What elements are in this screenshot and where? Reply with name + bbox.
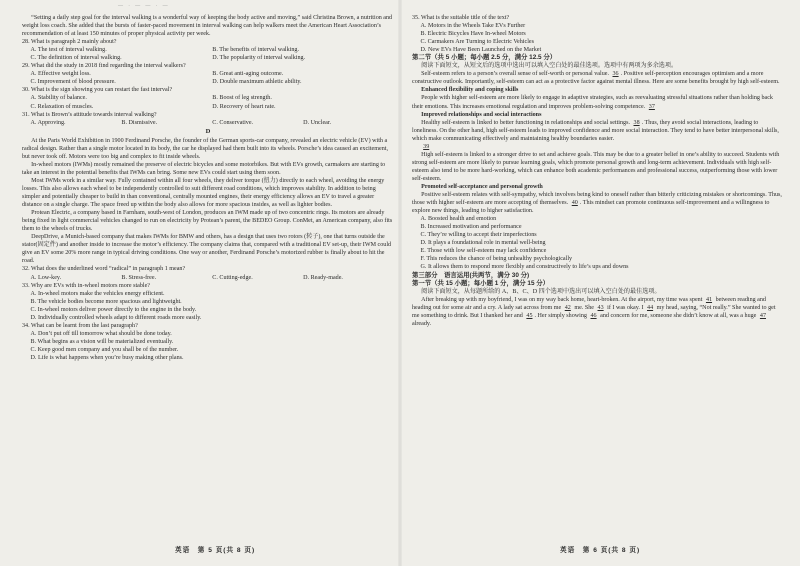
q32-option-d: D. Ready-made. bbox=[303, 274, 343, 281]
q32-option-a: A. Low-key. bbox=[30, 274, 62, 281]
passage-d-paragraph-3: Most IWMs work in a similar way. Fully contained within all four wheels, they deliver torque (扭力) directly to each wheel, avoiding the energy losses. This also allows each wheel to be independently controlled to suit different road conditions, which improves stability. In addition to being simpler and potentially cheaper to build in than conventional, centrally mounted engines, their energy efficiency allows an EV to travel a greater distance on a single charge. The space freed up within the body also allows for more spacious insides, as well as lighter bodies. bbox=[22, 177, 385, 209]
subheading-flexibility: Enhanced flexibility and coping skills bbox=[421, 87, 519, 94]
q29-option-c: C. Improvement of blood pressure. bbox=[30, 79, 116, 86]
q33-option-b: B. The vehicle bodies become more spacious and lightweight. bbox=[30, 298, 182, 305]
passage-d-paragraph-4: Protean Electric, a company based in Farnham, south-west of London, produces an IWM made up of two concentric rings. Its motors are already being fixed in light commercial vehicles changed to run on electricity by Protean’s parent, the BEDEO Group. ConMet, an American company, also fits them to the wheels of trucks. bbox=[22, 210, 393, 233]
q30-options-row2 bbox=[22, 103, 394, 111]
q29-option-a: A. Effective weight loss. bbox=[30, 71, 91, 78]
top-mark: — · — — · — bbox=[118, 4, 170, 9]
q28-options-row2 bbox=[22, 54, 394, 62]
cloze-paragraph bbox=[412, 296, 784, 328]
question-29: 29. What did the study in 2018 find regarding the interval walkers? bbox=[22, 63, 186, 70]
q31-option-c: C. Conservative. bbox=[212, 119, 254, 126]
q28-options-row1 bbox=[22, 46, 394, 54]
q30-option-b: B. Boost of leg strength. bbox=[212, 95, 272, 102]
right-page bbox=[412, 14, 784, 550]
q33-option-c: C. In-wheel motors deliver power directly to the engine in the body. bbox=[30, 306, 197, 313]
question-32: 32. What does the underlined word “radical” in paragraph 1 mean? bbox=[22, 266, 186, 273]
question-34: 34. What can be learnt from the last paragraph? bbox=[22, 322, 138, 329]
self-esteem-paragraph-4: High self-esteem is linked to a stronger drive to set and achieve goals. This may be due to a greater belief in one’s ability to succeed. Students with strong self-esteem are more likely to pursue learning goals, which promote personal growth and long-term achievement. Individuals with high self-esteem also tend to be more hard-working, which can enhance both academic performances and professional success, outperforming those with lower self-esteem. bbox=[412, 151, 780, 182]
q35-option-c: C. Carmakers Are Turning to Electric Vehicles bbox=[420, 39, 534, 46]
question-31: 31. What is Brown’s attitude towards interval walking? bbox=[22, 111, 157, 118]
blank-46: 46 bbox=[590, 312, 597, 319]
se1b-text: . Positive self-perception encourages optimism and a more constructive outlook. Importantly, self-esteem can act as a protective factor against mental illness. Here are some benefits brought by high self-esteem. bbox=[412, 71, 780, 86]
blank-39-line bbox=[412, 143, 784, 151]
cloze-text-6: . Her simply showing bbox=[534, 312, 587, 319]
passage-d-paragraph-2: In-wheel motors (IWMs) mostly remained the preserve of electric bicycles and some motorbikes. But with EVs growth, carmakers are starting to take an interest in the potential benefits that IWMs can bring. Some new EVs could start using them soon. bbox=[22, 161, 386, 176]
q32-option-c: C. Cutting-edge. bbox=[212, 274, 253, 281]
q28-option-a: A. The test of interval walking. bbox=[30, 47, 107, 54]
question-35: 35. What is the suitable title of the text? bbox=[412, 15, 510, 21]
subheading-relationships: Improved relationships and social interactions bbox=[421, 111, 542, 118]
cloze-text-2: between reading and heading out for some air and a cry. A lady sat across from me bbox=[412, 296, 766, 311]
se-option-a: A. Boosted health and emotion bbox=[420, 216, 497, 223]
q29-option-b: B. Great anti-aging outcome. bbox=[212, 71, 284, 78]
se-option-c: C. They’re willing to accept their imperfections bbox=[420, 232, 537, 239]
q35-option-a: A. Motors in the Wheels Take EVs Further bbox=[420, 23, 526, 30]
q30-option-a: A. Stability of balance. bbox=[30, 95, 87, 102]
passage-c-last-paragraph: “Setting a daily step goal for the interval walking is a wonderful way of keeping the body active and moving,” said Christina Brown, a nutrition and weight loss coach. She added that the bursts of faster-paced movement in interval walking can help walkers meet the American Heart Association’s recommendation of at least 150 minutes of proper physical activity per week. bbox=[22, 15, 393, 38]
q34-option-c: C. Keep good men company and you shall be of the number. bbox=[30, 346, 179, 353]
q35-option-b: B. Electric Bicycles Have In-wheel Motors bbox=[420, 31, 526, 38]
q32-option-b: B. Stress-free. bbox=[121, 274, 157, 281]
blank-39: 39 bbox=[423, 143, 430, 150]
right-page-footer: 英语 第 6 页(共 8 页) bbox=[560, 547, 641, 554]
part3-instructions: 阅读下面短文，从每题所给的 A、B、C、D 四个选项中选出可以填入空白处的最佳选项。 bbox=[421, 288, 661, 295]
se-option-e: E. Those with low self-esteem may lack confidence bbox=[420, 248, 547, 255]
q31-option-a: A. Approving. bbox=[30, 119, 66, 126]
left-page-footer: 英语 第 5 页(共 8 页) bbox=[175, 547, 256, 554]
left-page bbox=[22, 14, 394, 550]
question-33: 33. Why are EVs with in-wheel motors more stable? bbox=[22, 282, 150, 289]
q31-option-b: B. Dismissive. bbox=[121, 119, 158, 126]
cloze-text-1: After breaking up with my boyfriend, I was on my way back home, heart-broken. At the airport, my time was spent bbox=[421, 296, 703, 303]
se-option-g: G. It allows them to respond more flexibly and constructively to life’s ups and downs bbox=[420, 264, 629, 271]
q35-option-d: D. New EVs Have Been Launched on the Market bbox=[420, 47, 542, 54]
section-d-heading: D bbox=[205, 127, 211, 135]
q29-options-row1 bbox=[22, 70, 394, 78]
q28-option-d: D. The popularity of interval walking. bbox=[212, 55, 306, 62]
page-spine bbox=[398, 0, 402, 566]
se1-text: Self-esteem refers to a person’s overall sense of self-worth or personal value. bbox=[421, 71, 609, 78]
q34-option-b: B. What begins as a vision will be materialized eventually. bbox=[30, 338, 174, 345]
se3b-text: . Thus, they avoid social interactions, leading to loneliness. On the other hand, high self-esteem leads to improved confidence and more social interaction. They tend to have better interpersonal skills, which make communicating effectively and maintaining healthy boundaries easier. bbox=[412, 119, 779, 142]
blank-36: 36 bbox=[612, 71, 619, 78]
q28-option-c: C. The definition of interval walking. bbox=[30, 55, 122, 62]
blank-40: 40 bbox=[571, 200, 578, 207]
q28-option-b: B. The benefits of interval walking. bbox=[212, 47, 299, 54]
se-option-d: D. It plays a foundational role in mental well-being bbox=[420, 240, 546, 247]
passage-d-paragraph-1: At the Paris World Exhibition in 1900 Ferdinand Porsche, the founder of the German sports-car company, revealed an electric vehicle (EV) with a radical design. Rather than a single motor located in its body, the car he displayed had them built into its wheels. Porsche’s idea caused an excitement, but never took off. Motors were too big and complex to fit inside wheels. bbox=[22, 137, 388, 160]
part2-section-header: 第二节（共 5 小题；每小题 2.5 分，满分 12.5 分） bbox=[412, 54, 557, 62]
blank-41: 41 bbox=[705, 296, 713, 303]
q33-option-d: D. Individually controlled wheels adapt to different roads more easily. bbox=[30, 314, 202, 321]
cloze-text-4: if I was okay. I bbox=[607, 304, 644, 311]
question-28: 28. What is paragraph 2 mainly about? bbox=[22, 39, 117, 46]
cloze-text-5: my head, saying, “Not really.” She wanted to get me something to drink. But I thanked her and bbox=[412, 304, 776, 319]
part3-subsection-header: 第一节（共 15 小题；每小题 1 分，满分 15 分） bbox=[412, 279, 550, 287]
se5b-text: . This mindset can promote continuous self-improvement and a willingness to explore new things, leading to higher satisfaction. bbox=[412, 200, 770, 215]
self-esteem-paragraph-1 bbox=[412, 70, 784, 86]
se-option-f: F. This reduces the chance of being unhealthy psychologically bbox=[420, 256, 573, 263]
q31-options bbox=[22, 119, 394, 127]
q29-option-d: D. Double maximum athletic ability. bbox=[212, 79, 302, 86]
q34-option-d: D. Life is what happens when you’re busy making other plans. bbox=[30, 354, 184, 361]
passage-d-paragraph-5: DeepDrive, a Munich-based company that makes IWMs for BMW and others, has a design that uses two rotors (转子), one that turns outside the stator(固定件) and another inside to increase the motor’s efficiency. The company claims that, compared with a traditional EV set-up, their IWM could give an EV some 20% more range in typical driving conditions. One way or another, Ferdinand Porsche’s motorized rubber is finally about to hit the road. bbox=[22, 234, 392, 265]
part3-section-header: 第三部分 语言运用(共两节，满分 30 分) bbox=[412, 271, 530, 279]
question-30: 30. What is the sign showing you can restart the fast interval? bbox=[22, 87, 173, 94]
q29-options-row2 bbox=[22, 78, 394, 86]
self-esteem-paragraph-3 bbox=[412, 119, 784, 143]
q30-option-d: D. Recovery of heart rate. bbox=[212, 103, 276, 110]
se-option-b: B. Increased motivation and performance bbox=[420, 224, 522, 231]
blank-45: 45 bbox=[526, 312, 533, 319]
se5-text: Positive self-esteem relates with self-sympathy, which involves being kind to oneself rather than bitterly criticizing mistakes or shortcomings. Thus, those with higher self-esteem are more accepting of themselves. bbox=[412, 192, 782, 207]
subheading-self-acceptance: Promoted self-acceptance and personal growth bbox=[421, 183, 543, 190]
blank-42: 42 bbox=[564, 304, 571, 311]
q30-options-row1 bbox=[22, 94, 394, 102]
q31-option-d: D. Unclear. bbox=[303, 119, 332, 126]
self-esteem-paragraph-5 bbox=[412, 191, 784, 215]
self-esteem-paragraph-2 bbox=[412, 94, 784, 110]
blank-37: 37 bbox=[648, 103, 655, 110]
q30-option-c: C. Relaxation of muscles. bbox=[30, 103, 94, 110]
part2-instructions: 阅读下面短文，从短文后的选项中选出可以填入空白处的最佳选项。选项中有两项为多余选项。 bbox=[421, 63, 678, 70]
cloze-text-8: already. bbox=[412, 320, 432, 327]
blank-43: 43 bbox=[597, 304, 604, 311]
blank-47: 47 bbox=[759, 312, 766, 319]
q32-options bbox=[22, 274, 394, 282]
q33-option-a: A. In-wheel motors make the vehicles energy efficient. bbox=[30, 290, 165, 297]
se3-text: Healthy self-esteem is linked to better functioning in relationships and social settings. bbox=[421, 119, 630, 126]
q34-option-a: A. Don’t put off till tomorrow what should be done today. bbox=[30, 330, 172, 337]
cloze-text-3: me. She bbox=[574, 304, 594, 311]
blank-38: 38 bbox=[633, 119, 640, 126]
se2-text: People with higher self-esteem are more likely to engage in adaptive strategies, such as reevaluating stressful situations rather than holding back their emotions. This increases emotional regulation and improves problem-solving competence. bbox=[412, 95, 773, 110]
cloze-text-7: and concern for me, someone she didn’t know at all, was a huge bbox=[600, 312, 757, 319]
blank-44: 44 bbox=[647, 304, 654, 311]
